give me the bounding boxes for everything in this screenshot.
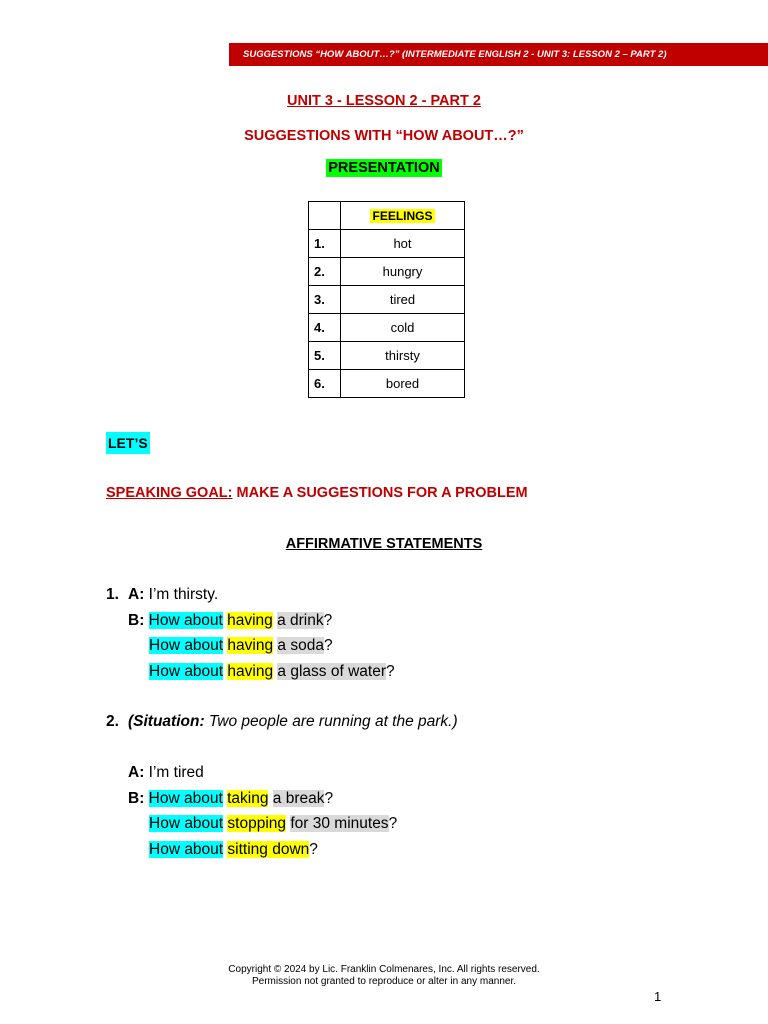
ex1-b-label: B: (128, 612, 145, 629)
table-corner-cell (309, 202, 341, 230)
ex2-a-text: I’m tired (144, 764, 204, 781)
situation-label: (Situation: (128, 713, 205, 730)
question-mark: ? (323, 612, 333, 629)
gerund-verb: having (227, 612, 273, 629)
row-feeling: cold (341, 314, 465, 342)
copyright-text: Copyright © 2024 by Lic. Franklin Colmenares, Inc. All rights reserved. (228, 964, 540, 975)
object-phrase: a break (272, 790, 325, 807)
ex1-a-label: A: (128, 586, 145, 603)
how-about: How about (148, 790, 223, 807)
speaking-goal-text: MAKE A SUGGESTIONS FOR A PROBLEM (232, 485, 528, 501)
table-row (309, 342, 465, 370)
row-number: 2. (309, 258, 341, 286)
ex2-b-line-1 (128, 790, 333, 808)
row-feeling: hungry (341, 258, 465, 286)
situation-text: Two people are running at the park.) (204, 713, 458, 730)
object-phrase: a soda (277, 637, 324, 654)
ex1-a-line (106, 586, 218, 604)
question-mark: ? (309, 841, 318, 858)
permission-text: Permission not granted to reproduce or alter in any manner. (251, 976, 517, 987)
row-number: 3. (309, 286, 341, 314)
question-mark: ? (388, 815, 398, 832)
ex1-b-line-1 (128, 612, 332, 630)
question-mark: ? (323, 637, 333, 654)
object-phrase: for 30 minutes (290, 815, 389, 832)
ex2-b-line-2 (149, 815, 397, 833)
speaking-goal-label: SPEAKING GOAL: (106, 485, 233, 501)
question-mark: ? (385, 663, 395, 680)
gerund-verb: stopping (227, 815, 287, 832)
row-feeling: tired (341, 286, 465, 314)
gerund-verb: sitting down (227, 841, 310, 858)
ex1-b-line-3 (149, 663, 395, 681)
ex1-number: 1. (106, 586, 119, 603)
how-about: How about (149, 841, 224, 858)
table-header-row (309, 202, 465, 230)
ex2-situation-line (106, 713, 458, 731)
ex2-number: 2. (106, 713, 119, 730)
row-number: 6. (309, 370, 341, 398)
row-feeling: bored (341, 370, 465, 398)
table-row (309, 370, 465, 398)
gerund-verb: having (227, 663, 274, 680)
ex2-b-label: B: (128, 790, 145, 807)
row-feeling: thirsty (341, 342, 465, 370)
speaking-goal (106, 485, 528, 501)
page-number: 1 (654, 989, 662, 1004)
how-about: How about (148, 612, 223, 629)
table-row (309, 314, 465, 342)
presentation-heading-wrap (0, 159, 768, 177)
lets-label: LET’S (106, 432, 150, 454)
ex1-b-line-2 (149, 637, 333, 655)
section-title: AFFIRMATIVE STATEMENTS (285, 536, 483, 552)
object-phrase: a drink (277, 612, 324, 629)
table-row (309, 230, 465, 258)
table-row (309, 286, 465, 314)
ex1-a-text: I’m thirsty. (144, 586, 219, 603)
feelings-table (308, 201, 465, 398)
object-phrase: a glass of water (277, 663, 386, 680)
header-banner: SUGGESTIONS “HOW ABOUT…?” (INTERMEDIATE ENGLISH 2 - UNIT 3: LESSON 2 – PART 2) (229, 43, 768, 66)
how-about: How about (149, 815, 224, 832)
row-number: 4. (309, 314, 341, 342)
gerund-verb: having (227, 637, 274, 654)
presentation-heading: PRESENTATION (328, 160, 440, 176)
table-header-cell (341, 202, 465, 230)
how-about: How about (149, 637, 224, 654)
gerund-verb: taking (227, 790, 269, 807)
table-row (309, 258, 465, 286)
unit-title: UNIT 3 - LESSON 2 - PART 2 (287, 93, 481, 109)
question-mark: ? (324, 790, 334, 807)
feelings-header: FEELINGS (372, 209, 433, 223)
how-about: How about (149, 663, 224, 680)
ex2-a-line (128, 764, 204, 782)
ex2-a-label: A: (128, 764, 145, 781)
ex2-b-line-3 (149, 841, 318, 859)
footer (0, 964, 768, 988)
row-feeling: hot (341, 230, 465, 258)
row-number: 1. (309, 230, 341, 258)
lesson-subtitle: SUGGESTIONS WITH “HOW ABOUT…?” (244, 128, 524, 144)
row-number: 5. (309, 342, 341, 370)
